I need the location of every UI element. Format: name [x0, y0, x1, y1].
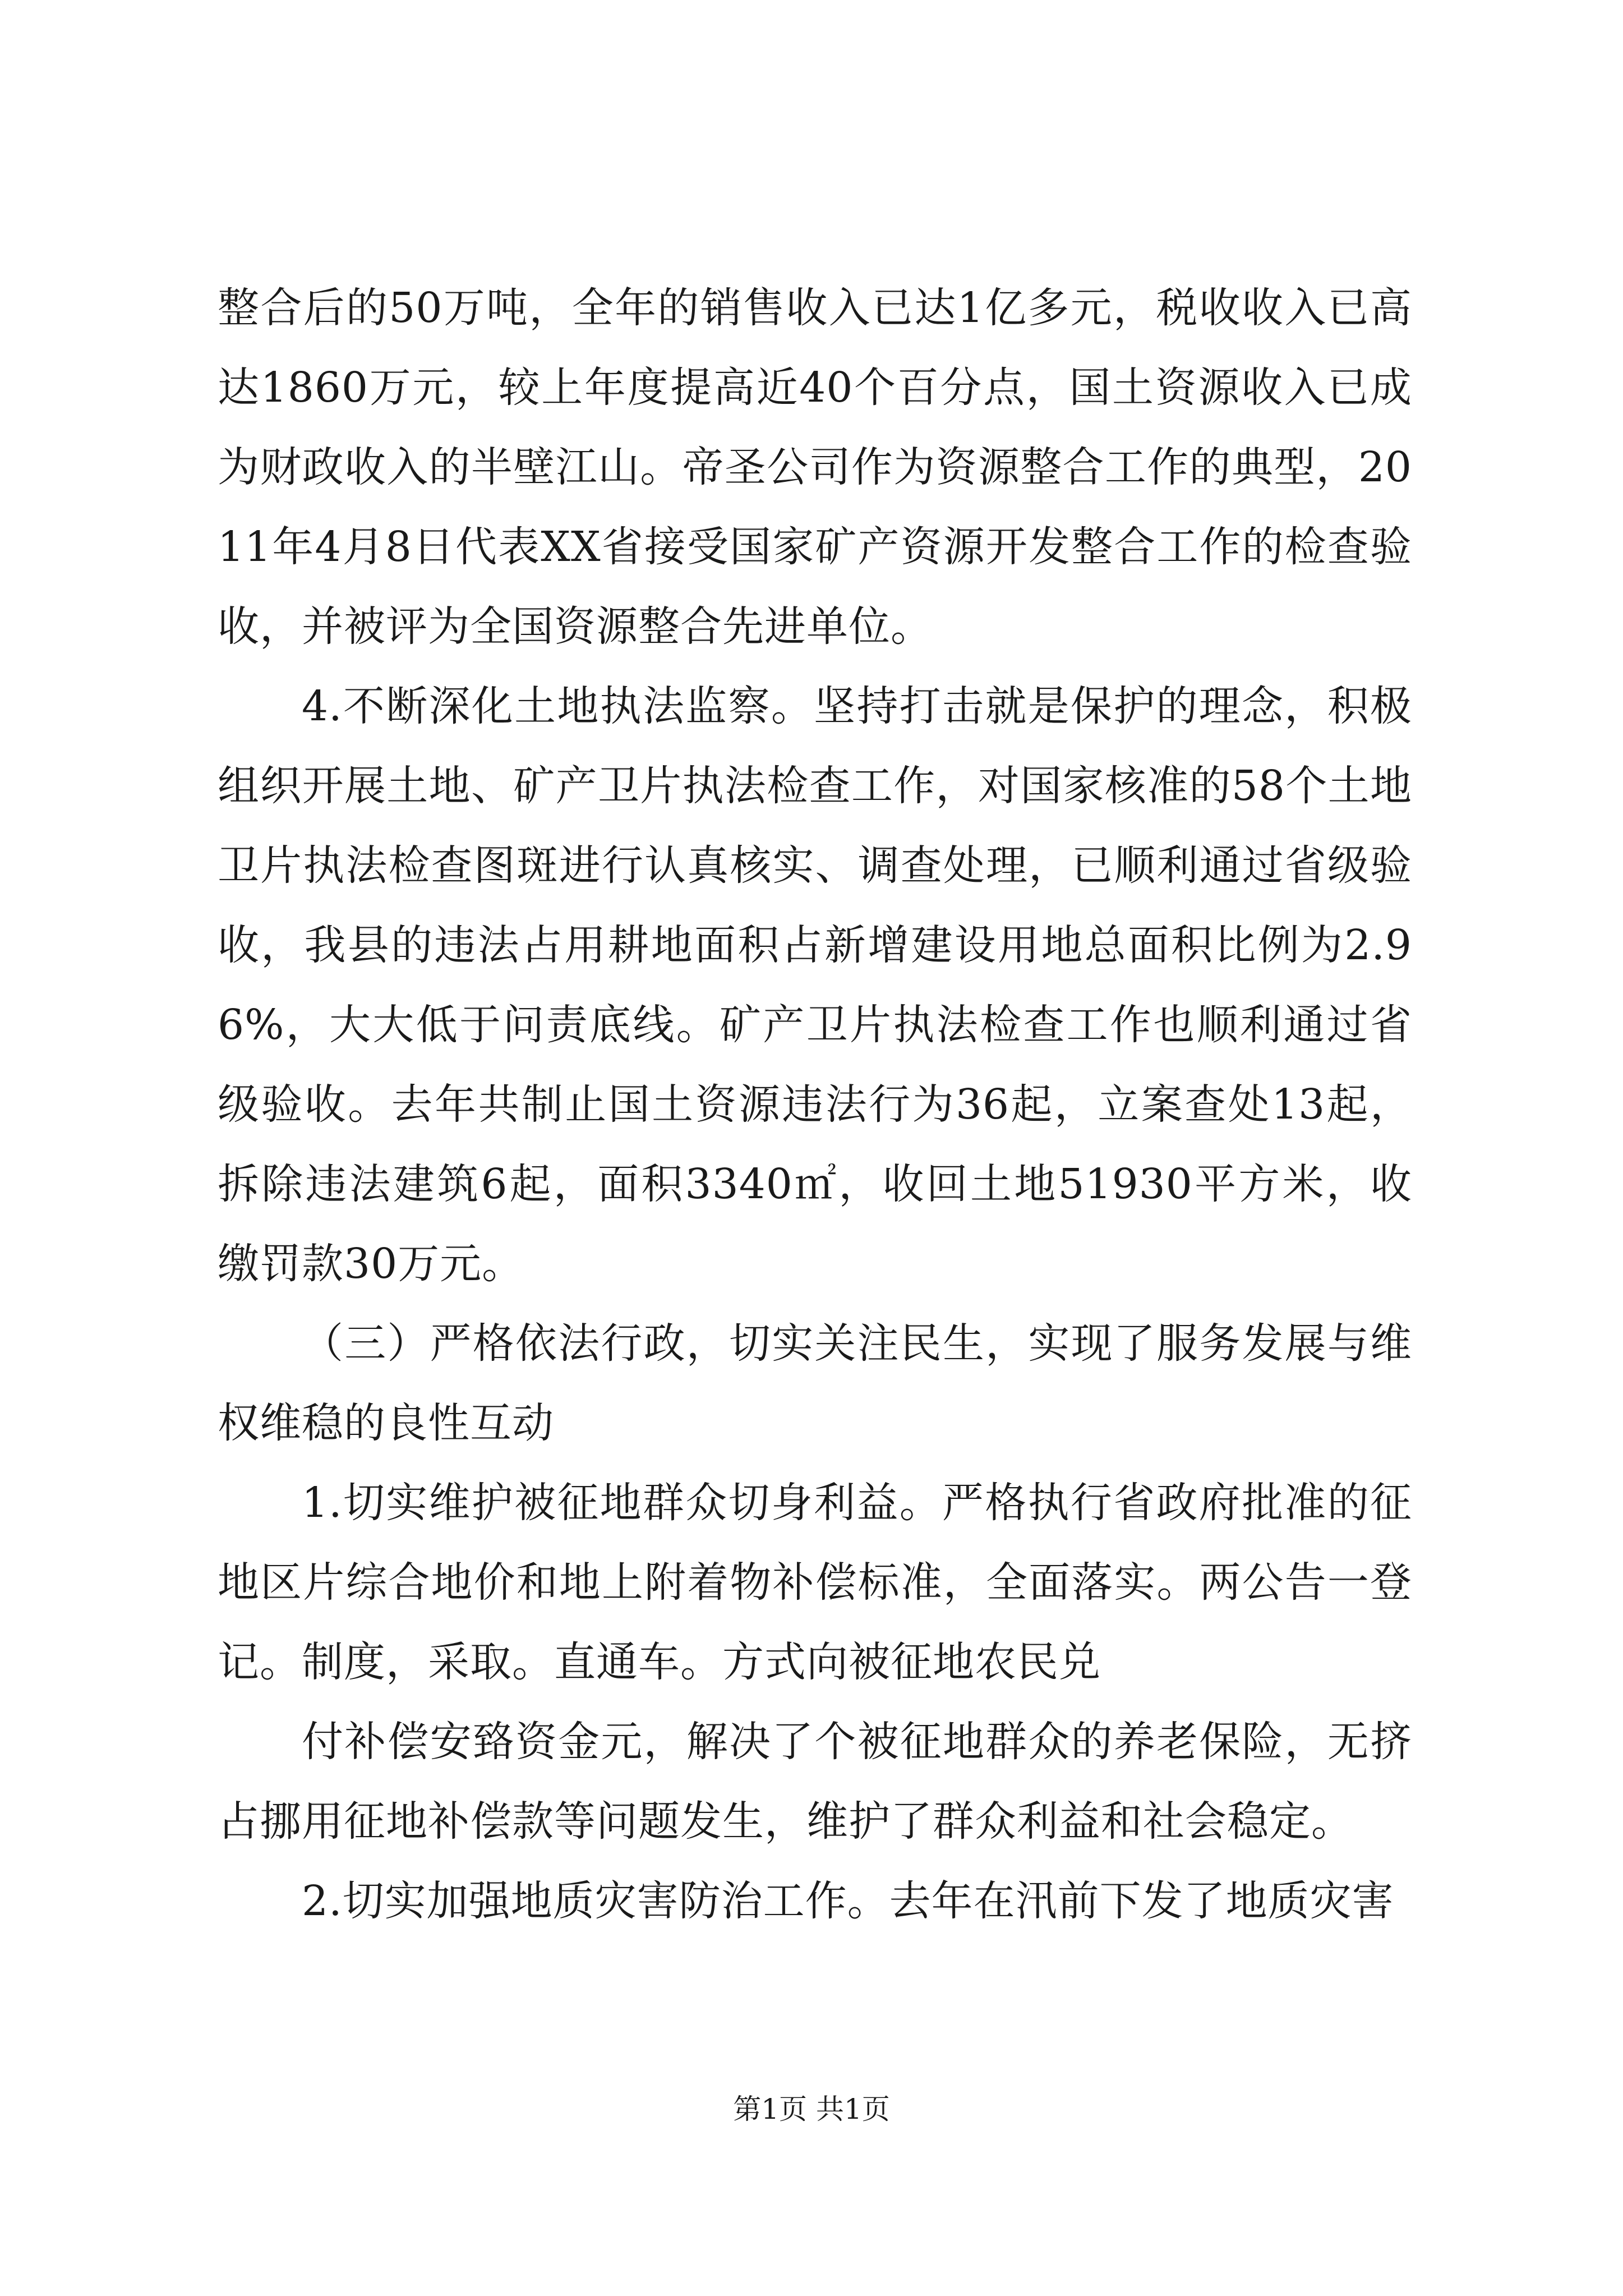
paragraph-land-enforcement: 4.不断深化土地执法监察。坚持打击就是保护的理念，积极组织开展土地、矿产卫片执法检查工作，对国家核准的58个土地卫片执法检查图斑进行认真核实、调查处理，已顺利通过省级验收，我县的违法占用耕地面积占新增建设用地总面积比例为2.96%，大大低于问责底线。矿产卫片执法检查工作也顺利通过省级验收。去年共制止国土资源违法行为36起，立案查处13起，拆除违法建筑6起，面积3340㎡，收回土地51930平方米，收缴罚款30万元。	[218, 682, 1412, 1288]
paragraph-geological-hazard: 2.切实加强地质灾害防治工作。去年在汛前下发了地质灾害	[302, 1877, 1394, 1925]
paragraph-land-acquisition: 1.切实维护被征地群众切身利益。严格执行省政府批准的征地区片综合地价和地上附着物补偿标准，全面落实。两公告一登记。制度，采取。直通车。方式向被征地农民兑	[218, 1479, 1412, 1686]
paragraph-compensation: 付补偿安臵资金元，解决了个被征地群众的养老保险，无挤占挪用征地补偿款等问题发生，维护了群众利益和社会稳定。	[218, 1718, 1412, 1846]
section-heading-three: （三）严格依法行政，切实关注民生，实现了服务发展与维权维稳的良性互动	[218, 1319, 1412, 1447]
document-body	[218, 268, 1412, 1941]
paragraph-continuation: 整合后的50万吨，全年的销售收入已达1亿多元，税收收入已高达1860万元，较上年度提高近40个百分点，国土资源收入已成为财政收入的半壁江山。帝圣公司作为资源整合工作的典型，2011年4月8日代表XX省接受国家矿产资源开发整合工作的检查验收，并被评为全国资源整合先进单位。	[218, 284, 1412, 651]
page-number-footer: 第1页 共1页	[733, 2093, 890, 2125]
